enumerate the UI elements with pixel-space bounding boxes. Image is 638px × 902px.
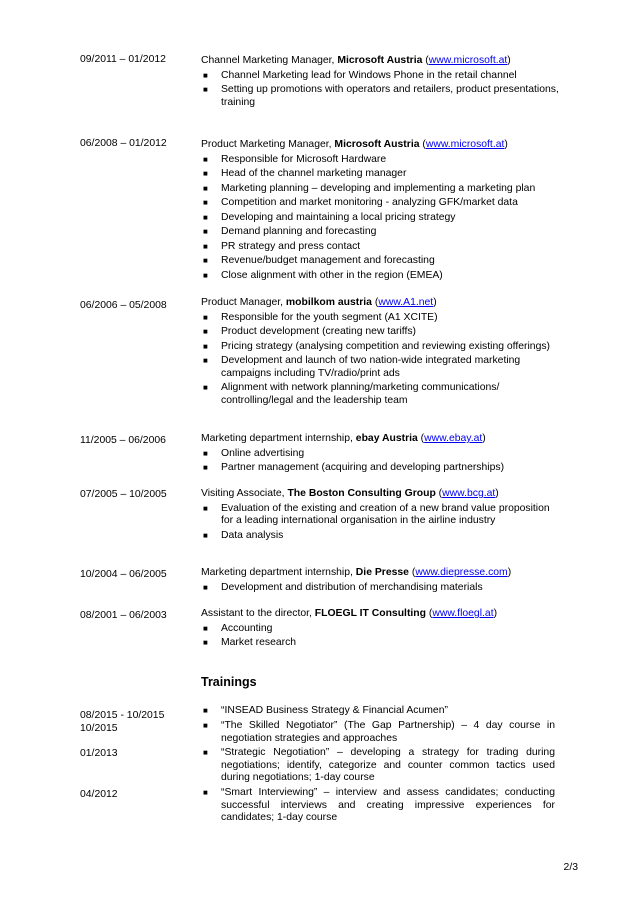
training-date: 10/2015 [80, 723, 118, 734]
list-item: ■ Responsible for Microsoft Hardware [203, 153, 387, 165]
list-item: ■ Online advertising [203, 447, 305, 459]
job-title: Product Manager, mobilkom austria (www.A1.net) [201, 297, 437, 308]
job-title: Assistant to the director, FLOEGL IT Consulting (www.floegl.at) [201, 608, 498, 619]
list-item: ■ Evaluation of the existing and creation of a new brand value proposition for a leading international organisation in the airline industry [203, 502, 550, 527]
list-item: ■ PR strategy and press contact [203, 240, 361, 252]
list-item: ■ Channel Marketing lead for Windows Phone in the retail channel [203, 69, 517, 81]
company-name: FLOEGL IT Consulting [314, 608, 426, 619]
job-date: 09/2011 – 01/2012 [80, 54, 166, 65]
list-item: ■ Close alignment with other in the region (EMEA) [203, 269, 443, 281]
list-item: ■ Competition and market monitoring - analyzing GFK/market data [203, 197, 518, 208]
list-item: ■ Developing and maintaining a local pricing strategy [203, 211, 456, 223]
job-title: Marketing department internship, ebay Austria (www.ebay.at) [201, 433, 486, 444]
list-item: ■ Development and launch of two nation-wide integrated marketing campaigns including TV/radio/print ads [203, 355, 521, 379]
list-item: ■ Demand planning and forecasting [203, 226, 377, 237]
list-item: ■ Alignment with network planning/marketing communications/ controlling/legal and the leadership team [203, 382, 500, 406]
list-item: ■ Development and distribution of merchandising materials [203, 581, 483, 593]
training-date: 08/2015 - 10/2015 [80, 710, 165, 721]
job-date: 08/2001 – 06/2003 [80, 610, 167, 621]
job-date: 06/2006 – 05/2008 [80, 300, 167, 311]
list-item: ■ “Smart Interviewing” – interview and assess candidates; conducting successful interviews and creating impressive experiences for candidates; 1-day course [203, 786, 555, 824]
list-item: ■ “The Skilled Negotiator” (The Gap Partnership) – 4 day course in negotiation strategies and approaches [203, 720, 555, 744]
list-item: ■ Market research [203, 637, 297, 648]
job-date: 10/2004 – 06/2005 [80, 569, 167, 580]
company-name: Microsoft Austria [334, 139, 420, 150]
job-title: Marketing department internship, Die Presse (www.diepresse.com) [201, 567, 512, 578]
job-date: 07/2005 – 10/2005 [80, 489, 167, 500]
company-link[interactable]: www.A1.net [378, 297, 434, 308]
list-item: ■ Pricing strategy (analysing competition and reviewing existing offerings) [203, 340, 551, 352]
list-item: ■ Setting up promotions with operators and retailers, product presentations, training [203, 84, 559, 108]
list-item: ■ Product development (creating new tariffs) [203, 326, 417, 337]
company-link[interactable]: www.ebay.at [424, 433, 483, 444]
company-name: ebay Austria [355, 433, 418, 444]
company-name: The Boston Consulting Group [287, 488, 436, 499]
company-link[interactable]: www.microsoft.at [428, 55, 508, 66]
job-title: Channel Marketing Manager, Microsoft Austria (www.microsoft.at) [201, 55, 511, 66]
page-number: 2/3 [563, 862, 578, 873]
job-title: Product Marketing Manager, Microsoft Austria (www.microsoft.at) [201, 139, 508, 150]
company-link[interactable]: www.floegl.at [432, 608, 494, 619]
company-link[interactable]: www.diepresse.com [415, 567, 508, 578]
list-item: ■ Head of the channel marketing manager [203, 168, 407, 179]
company-link[interactable]: www.bcg.at [442, 488, 496, 499]
job-title: Visiting Associate, The Boston Consulting Group (www.bcg.at) [201, 488, 499, 499]
company-name: Microsoft Austria [337, 55, 423, 66]
list-item: ■ “INSEAD Business Strategy & Financial Acumen” [203, 705, 448, 716]
company-link[interactable]: www.microsoft.at [425, 139, 505, 150]
list-item: ■ Partner management (acquiring and developing partnerships) [203, 462, 505, 473]
job-date: 06/2008 – 01/2012 [80, 138, 167, 149]
training-date: 04/2012 [80, 789, 118, 800]
company-name: mobilkom austria [285, 297, 372, 308]
training-list [201, 704, 555, 825]
list-item: ■ Revenue/budget management and forecasting [203, 255, 435, 266]
training-date: 01/2013 [80, 748, 118, 759]
list-item: ■ Accounting [203, 622, 273, 634]
section-heading-trainings: Trainings [201, 675, 257, 689]
company-name: Die Presse [355, 567, 409, 578]
list-item: ■ Responsible for the youth segment (A1 XCITE) [203, 311, 438, 323]
list-item: ■ “Strategic Negotiation” – developing a strategy for trading during negotiations; identify, categorize and counter common tactics used during negotiations; 1-day course [203, 747, 555, 784]
list-item: ■ Marketing planning – developing and implementing a marketing plan [203, 182, 536, 194]
job-date: 11/2005 – 06/2006 [80, 435, 166, 446]
list-item: ■ Data analysis [203, 529, 284, 541]
